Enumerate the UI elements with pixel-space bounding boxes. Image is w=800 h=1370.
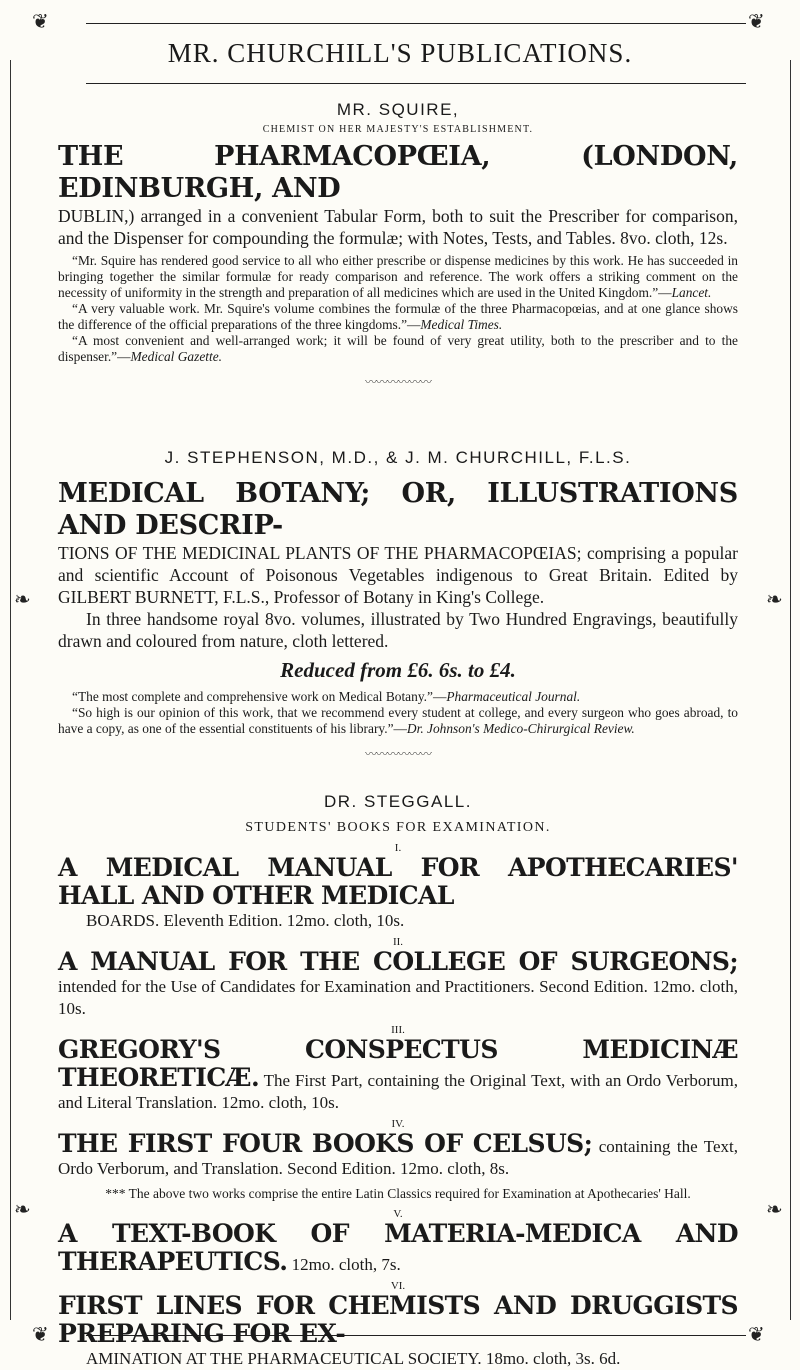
author-name: DR. STEGGALL. — [324, 792, 472, 811]
book-numeral: V. — [393, 1208, 403, 1220]
side-ornament-icon: ❧ — [766, 589, 783, 611]
review-list — [58, 253, 738, 365]
book-title: THE PHARMACOPŒIA, (LONDON, EDINBURGH, AND — [58, 141, 738, 204]
corner-ornament-icon: ❦ — [32, 1324, 49, 1346]
corner-ornament-icon: ❦ — [748, 1324, 765, 1346]
book-entry: A TEXT-BOOK OF MATERIA-MEDICA AND THERAPEUTICS. 12mo. cloth, 7s. — [58, 1219, 738, 1276]
price-note: Reduced from £6. 6s. to £4. — [280, 658, 516, 682]
squire-section — [58, 100, 738, 398]
book-entry: THE FIRST FOUR BOOKS OF CELSUS; containing the Text, Ordo Verborum, and Translation. Second Edition. 12mo. cloth, 8s. — [58, 1129, 738, 1178]
book-numeral: I. — [394, 842, 402, 854]
book-description: In three handsome royal 8vo. volumes, illustrated by Two Hundred Engravings, beautifully drawn and coloured from nature, cloth lettered. — [58, 609, 738, 651]
book-numeral: IV. — [391, 1118, 405, 1130]
wavy-divider: 〰〰〰〰〰〰 — [364, 375, 431, 389]
book-numeral: VI. — [390, 1280, 406, 1292]
right-border — [790, 60, 791, 1320]
side-ornament-icon: ❧ — [14, 589, 31, 611]
author-name: MR. SQUIRE, — [336, 100, 460, 119]
book-description: DUBLIN,) arranged in a convenient Tabular Form, both to suit the Prescriber for comparison, and the Dispenser for compounding the formulæ; with Notes, Tests, and Tables. 8vo. cloth, 12s. — [58, 206, 738, 248]
left-border — [10, 60, 11, 1320]
review-quote: “The most complete and comprehensive work on Medical Botany.”—Pharmaceutical Journal. — [72, 689, 581, 704]
review-quote: “So high is our opinion of this work, that we recommend every student at college, and every surgeon who goes abroad, to have a copy, as one of the essential constituents of his library.”—Dr. Johnson's Medico-Chirurgical Review. — [58, 705, 738, 736]
side-ornament-icon: ❧ — [766, 1199, 783, 1221]
side-ornament-icon: ❧ — [14, 1199, 31, 1221]
author-role: CHEMIST ON HER MAJESTY'S ESTABLISHMENT. — [262, 124, 534, 135]
book-numeral: II. — [392, 936, 404, 948]
corner-ornament-icon: ❦ — [32, 11, 49, 33]
book-entry: GREGORY'S CONSPECTUS MEDICINÆ THEORETICÆ. The First Part, containing the Original Text, with an Ordo Verborum, and Literal Translation. 12mo. cloth, 10s. — [58, 1035, 738, 1112]
corner-ornament-icon: ❦ — [748, 11, 765, 33]
top-rule — [86, 23, 746, 24]
author-name: J. STEPHENSON, M.D., & J. M. CHURCHILL, F.L.S. — [164, 448, 632, 467]
review-quote: “Mr. Squire has rendered good service to all who either prescribe or dispense medicines by this work. He has succeeded in bringing together the similar formulæ for ready comparison and reference. The work offers a striking comment on the necessity of uniformity in the strength and preparation of all medicines which are used in the United Kingdom.”—Lancet. — [58, 253, 738, 300]
book-numeral: III. — [391, 1024, 405, 1036]
wavy-divider: 〰〰〰〰〰〰 — [364, 747, 431, 761]
book-title: MEDICAL BOTANY; OR, ILLUSTRATIONS AND DESCRIP- — [58, 478, 738, 541]
book-entry: A MANUAL FOR THE COLLEGE OF SURGEONS; intended for the Use of Candidates for Examination and Practitioners. Second Edition. 12mo. cloth, 10s. — [58, 947, 738, 1018]
review-quote: “A most convenient and well-arranged work; it will be found of very great utility, both to the prescriber and to the dispenser.”—Medical Gazette. — [58, 333, 738, 364]
header-under-rule — [86, 83, 746, 84]
steggall-section — [58, 792, 738, 1370]
review-quote: “A very valuable work. Mr. Squire's volume combines the formulæ of the three Pharmacopœias, and at one glance shows the difference of the official preparations of the three kingdoms.”—Medical Times. — [58, 301, 738, 332]
page-header: MR. CHURCHILL'S PUBLICATIONS. — [167, 38, 633, 68]
footnote: *** The above two works comprise the entire Latin Classics required for Examination at Apothecaries' Hall. — [105, 1186, 691, 1201]
book-entry: FIRST LINES FOR CHEMISTS AND DRUGGISTS PREPARING FOR EX- AMINATION AT THE PHARMACEUTICAL SOCIETY. 18mo. cloth, 3s. 6d. — [58, 1291, 738, 1368]
book-entry: A MEDICAL MANUAL FOR APOTHECARIES' HALL AND OTHER MEDICAL BOARDS. Eleventh Edition. 12mo. cloth, 10s. — [58, 853, 738, 930]
botany-section — [58, 448, 738, 770]
section-subtitle: STUDENTS' BOOKS FOR EXAMINATION. — [245, 820, 551, 835]
book-description: TIONS OF THE MEDICINAL PLANTS OF THE PHARMACOPŒIAS; comprising a popular and scientific Account of Poisonous Vegetables indigenous to Great Britain. Edited by GILBERT BURNETT, F.L.S., Professor of Botany in King's College. — [58, 543, 738, 607]
